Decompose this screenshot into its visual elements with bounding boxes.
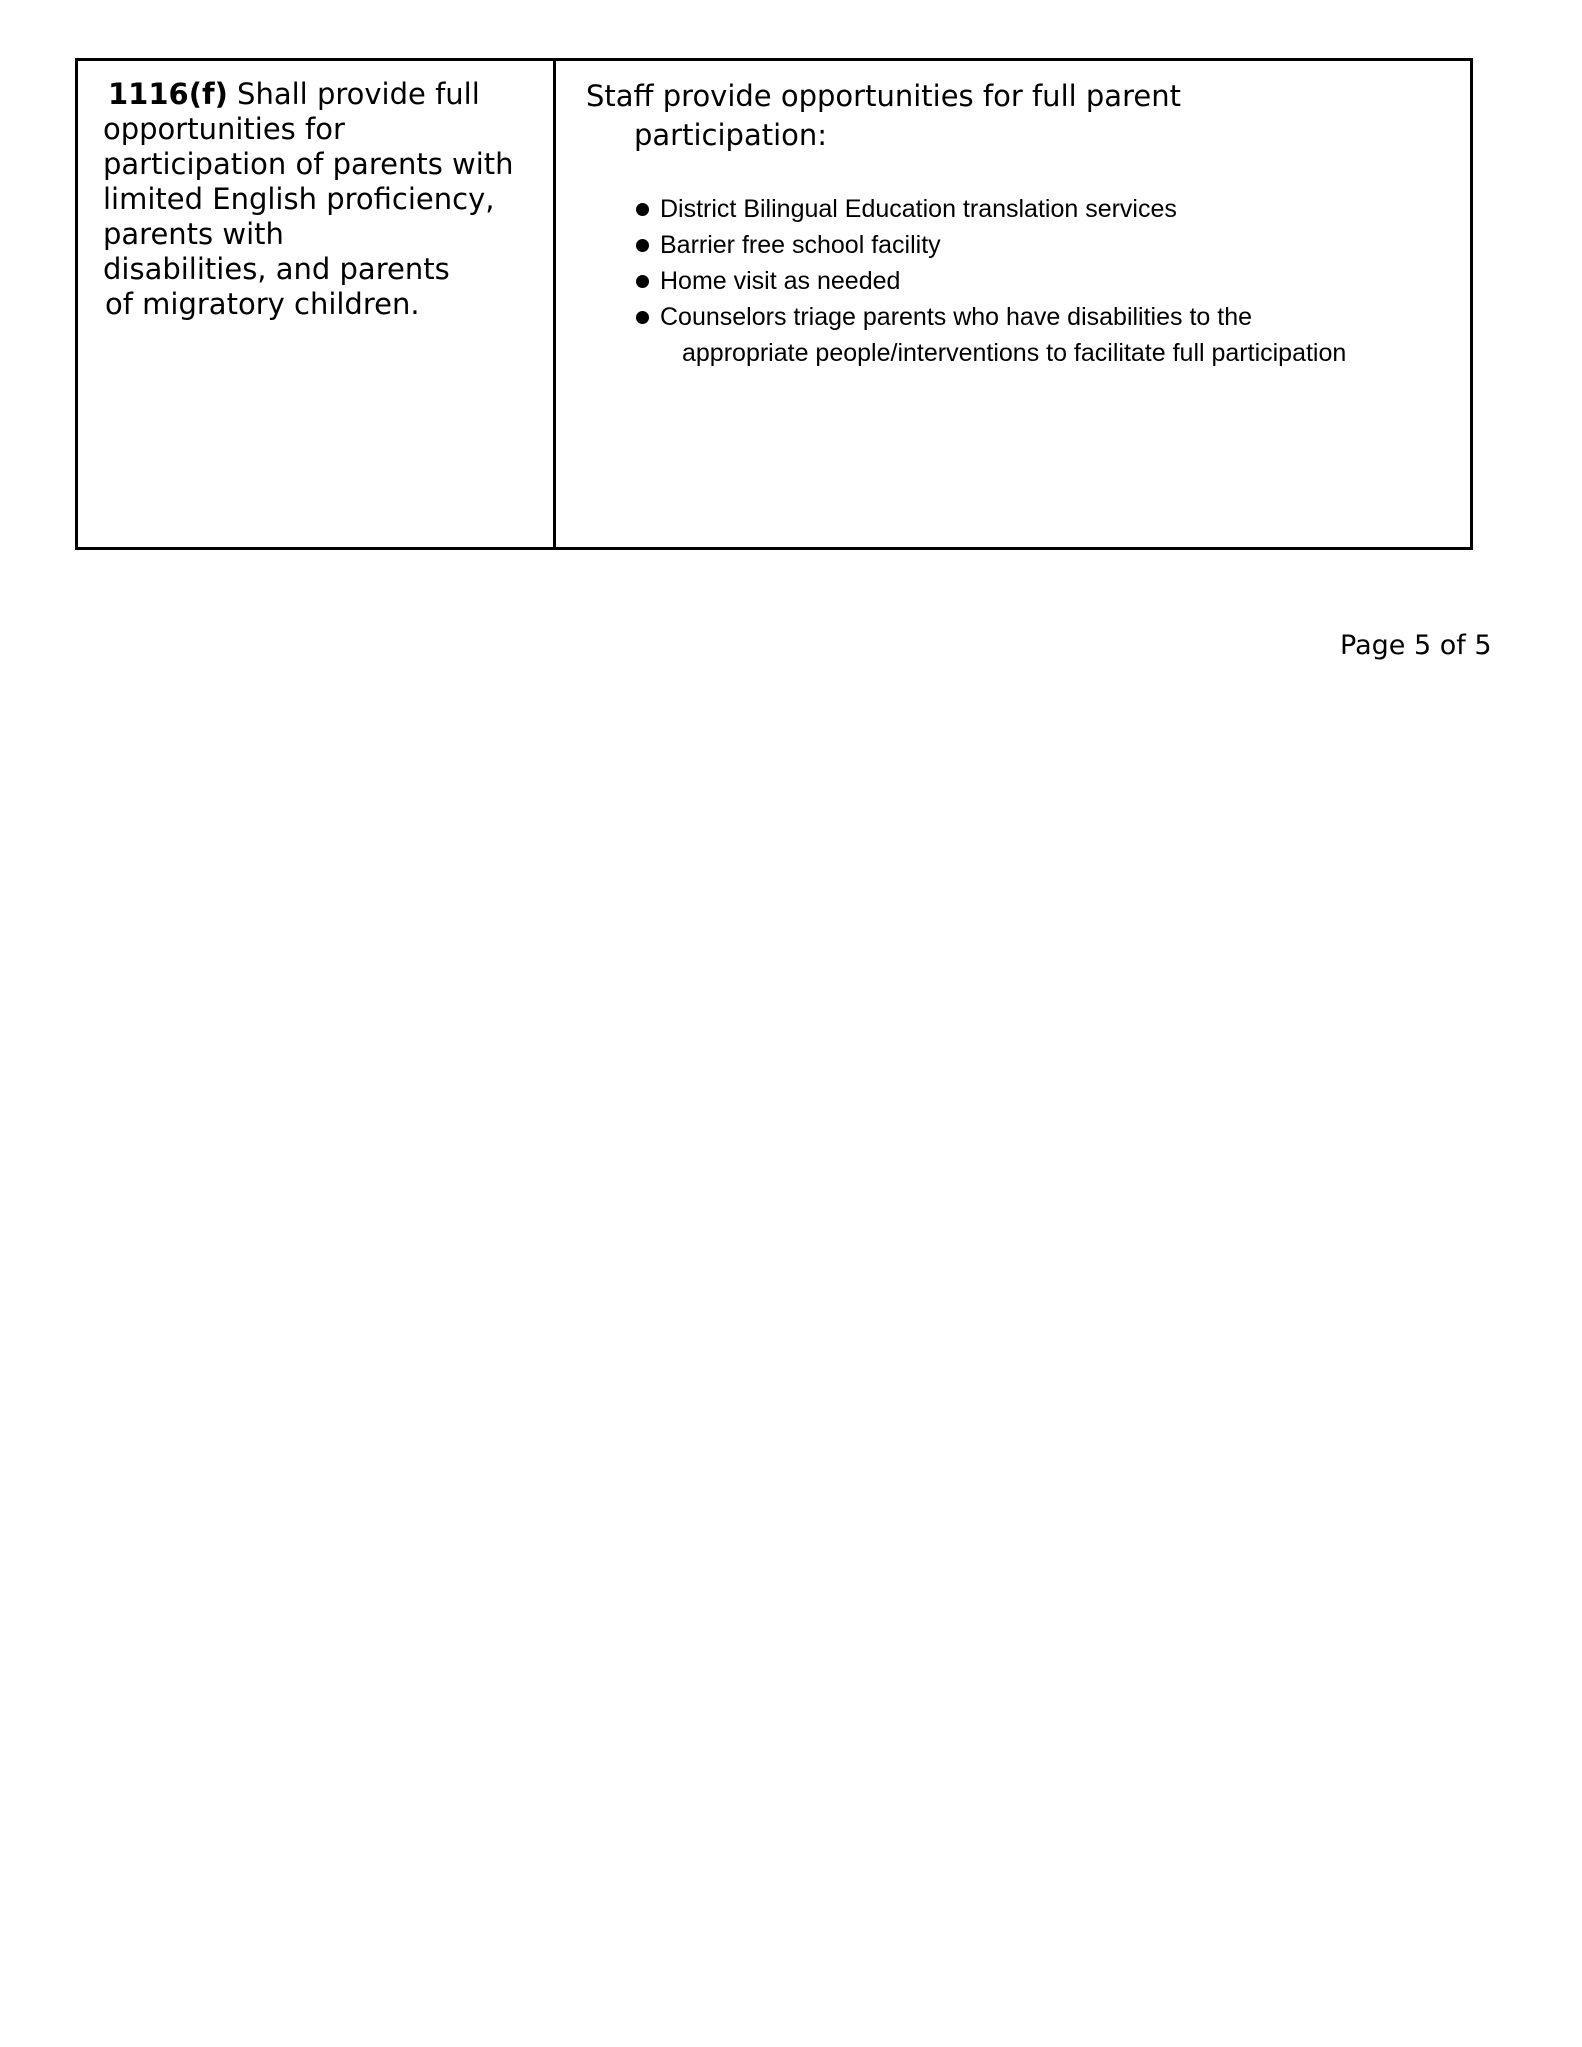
requirement-text-line-0: Shall provide full [227, 77, 480, 111]
response-intro [586, 77, 1450, 155]
requirement-first-line [108, 77, 539, 112]
bullet-text: Barrier free school facility [660, 231, 941, 259]
list-item [636, 191, 1450, 227]
page-number: Page 5 of 5 [1340, 630, 1492, 661]
list-item [636, 299, 1450, 371]
bullet-text: Counselors triage parents who have disabilities to the [660, 303, 1253, 331]
response-cell [556, 61, 1470, 547]
response-intro-line-1: participation: [634, 118, 828, 152]
requirement-cell [78, 61, 556, 547]
response-intro-line-0: Staff provide opportunities for full parent [586, 79, 1181, 113]
requirement-text-line-6: of migratory children. [105, 287, 420, 321]
bullet-text: District Bilingual Education translation services [660, 195, 1177, 223]
requirement-code: 1116(f) [108, 77, 228, 111]
bullet-icon [636, 239, 649, 252]
bullet-text: Home visit as needed [660, 267, 901, 295]
response-bullet-list [586, 191, 1450, 371]
bullet-continuation-text: appropriate people/interventions to facilitate full participation [682, 339, 1347, 367]
bullet-icon [636, 203, 649, 216]
requirement-text-line-2: participation of parents with [103, 147, 514, 181]
requirement-text-line-5: disabilities, and parents [103, 252, 450, 286]
bullet-icon [636, 311, 649, 324]
list-item [636, 263, 1450, 299]
requirements-table [75, 58, 1473, 550]
bullet-icon [636, 275, 649, 288]
list-item [636, 227, 1450, 263]
requirement-text-line-1: opportunities for [103, 112, 345, 146]
requirement-text-line-3: limited English proficiency, [103, 182, 495, 216]
requirement-text-line-4: parents with [103, 217, 284, 251]
